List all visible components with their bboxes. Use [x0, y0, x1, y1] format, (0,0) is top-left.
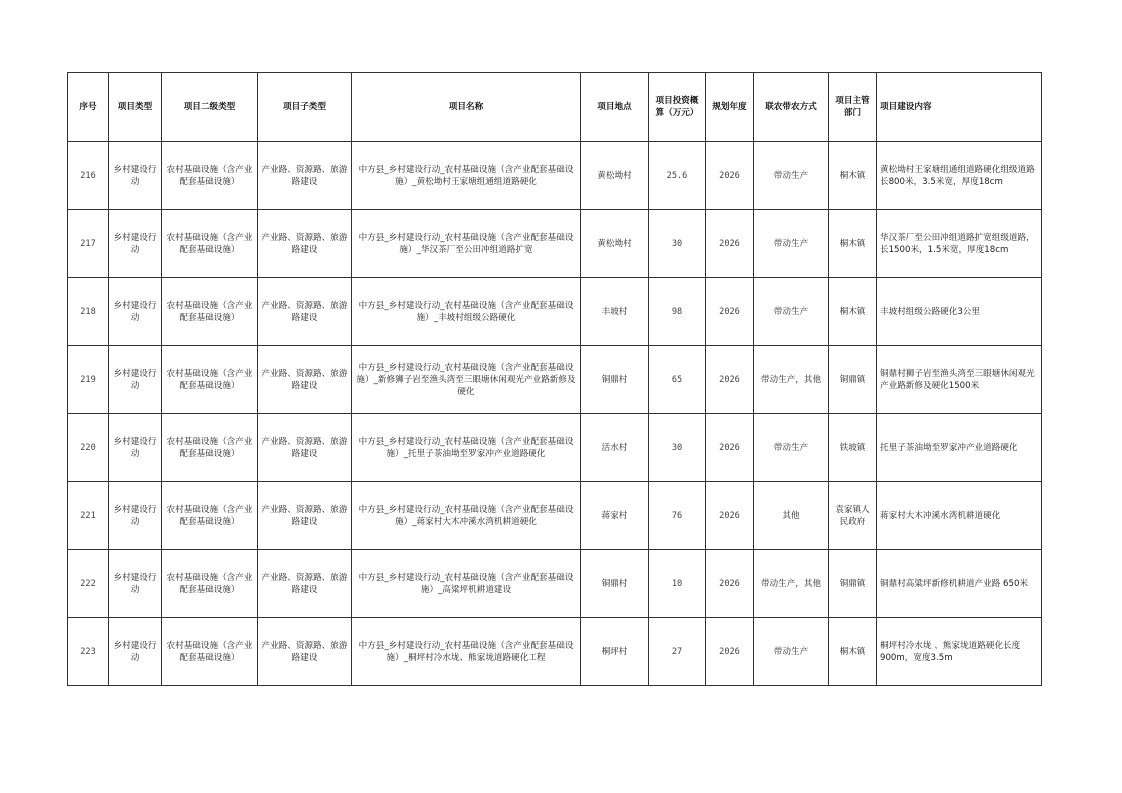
cell-name: 中方县_乡村建设行动_农村基础设施（含产业配套基础设施）_托里子茶油坳至罗家冲产业道路硬化	[352, 414, 581, 482]
header-year: 规划年度	[706, 73, 754, 142]
cell-link-method: 带动生产	[754, 414, 829, 482]
cell-name: 中方县_乡村建设行动_农村基础设施（含产业配套基础设施）_新修狮子岩至渔头湾至三眼塘休闲观光产业路新修及硬化	[352, 346, 581, 414]
cell-content: 铜鼎村高粱坪新修机耕道产业路 650米	[877, 550, 1042, 618]
cell-name: 中方县_乡村建设行动_农村基础设施（含产业配套基础设施）_高粱坪机耕道建设	[352, 550, 581, 618]
cell-investment: 65	[649, 346, 706, 414]
cell-investment: 76	[649, 482, 706, 550]
cell-content: 桐坪村冷水垅 、熊家垅道路硬化长度900m，宽度3.5m	[877, 618, 1042, 686]
cell-content: 华汉茶厂至公田冲组道路扩宽组级道路，长1500米，1.5米宽，厚度18cm	[877, 210, 1042, 278]
cell-sub-type: 农村基础设施（含产业配套基础设施）	[162, 142, 258, 210]
cell-type: 乡村建设行动	[109, 278, 162, 346]
cell-seq: 223	[68, 618, 109, 686]
cell-location: 黄松坳村	[581, 142, 649, 210]
cell-year: 2026	[706, 278, 754, 346]
cell-dept: 袁家镇人民政府	[829, 482, 877, 550]
cell-link-method: 带动生产	[754, 210, 829, 278]
cell-name: 中方县_乡村建设行动_农村基础设施（含产业配套基础设施）_桐坪村冷水垅、熊家垅道路硬化工程	[352, 618, 581, 686]
cell-type: 乡村建设行动	[109, 618, 162, 686]
cell-content: 托里子茶油坳至罗家冲产业道路硬化	[877, 414, 1042, 482]
cell-location: 活水村	[581, 414, 649, 482]
cell-year: 2026	[706, 550, 754, 618]
cell-child-type: 产业路、资源路、旅游路建设	[258, 618, 352, 686]
cell-link-method: 带动生产	[754, 618, 829, 686]
cell-sub-type: 农村基础设施（含产业配套基础设施）	[162, 550, 258, 618]
header-sub-type: 项目二级类型	[162, 73, 258, 142]
cell-year: 2026	[706, 142, 754, 210]
header-investment: 项目投资概算（万元）	[649, 73, 706, 142]
cell-seq: 222	[68, 550, 109, 618]
cell-dept: 桐木镇	[829, 618, 877, 686]
cell-investment: 10	[649, 550, 706, 618]
cell-seq: 218	[68, 278, 109, 346]
cell-type: 乡村建设行动	[109, 346, 162, 414]
cell-type: 乡村建设行动	[109, 550, 162, 618]
table-row	[68, 278, 1042, 346]
cell-name: 中方县_乡村建设行动_农村基础设施（含产业配套基础设施）_丰坡村组级公路硬化	[352, 278, 581, 346]
cell-sub-type: 农村基础设施（含产业配套基础设施）	[162, 278, 258, 346]
header-child-type: 项目子类型	[258, 73, 352, 142]
cell-seq: 219	[68, 346, 109, 414]
cell-link-method: 带动生产，其他	[754, 550, 829, 618]
cell-sub-type: 农村基础设施（含产业配套基础设施）	[162, 618, 258, 686]
cell-link-method: 带动生产，其他	[754, 346, 829, 414]
cell-investment: 30	[649, 414, 706, 482]
cell-dept: 铁坡镇	[829, 414, 877, 482]
table-row	[68, 142, 1042, 210]
table-row	[68, 550, 1042, 618]
table-row	[68, 346, 1042, 414]
cell-type: 乡村建设行动	[109, 210, 162, 278]
cell-seq: 216	[68, 142, 109, 210]
cell-content: 蒋家村大木冲溪水湾机耕道硬化	[877, 482, 1042, 550]
cell-dept: 桐木镇	[829, 210, 877, 278]
cell-location: 桐坪村	[581, 618, 649, 686]
header-content: 项目建设内容	[877, 73, 1042, 142]
cell-content: 铜鼎村狮子岩至渔头湾至三眼塘休闲观光产业路新修及硬化1500米	[877, 346, 1042, 414]
cell-location: 黄松坳村	[581, 210, 649, 278]
cell-investment: 25.6	[649, 142, 706, 210]
cell-type: 乡村建设行动	[109, 142, 162, 210]
table-header-row	[68, 73, 1042, 142]
header-link-method: 联农带农方式	[754, 73, 829, 142]
header-type: 项目类型	[109, 73, 162, 142]
cell-link-method: 带动生产	[754, 278, 829, 346]
table-row	[68, 210, 1042, 278]
cell-investment: 27	[649, 618, 706, 686]
cell-investment: 30	[649, 210, 706, 278]
cell-link-method: 其他	[754, 482, 829, 550]
cell-year: 2026	[706, 210, 754, 278]
cell-name: 中方县_乡村建设行动_农村基础设施（含产业配套基础设施）_华汉茶厂至公田冲组道路扩宽	[352, 210, 581, 278]
cell-name: 中方县_乡村建设行动_农村基础设施（含产业配套基础设施）_蒋家村大木冲溪水湾机耕道硬化	[352, 482, 581, 550]
cell-child-type: 产业路、资源路、旅游路建设	[258, 278, 352, 346]
cell-location: 丰坡村	[581, 278, 649, 346]
cell-sub-type: 农村基础设施（含产业配套基础设施）	[162, 346, 258, 414]
cell-name: 中方县_乡村建设行动_农村基础设施（含产业配套基础设施）_黄松坳村王家塘组通组道路硬化	[352, 142, 581, 210]
cell-content: 丰坡村组级公路硬化3公里	[877, 278, 1042, 346]
cell-year: 2026	[706, 482, 754, 550]
cell-location: 铜鼎村	[581, 550, 649, 618]
cell-dept: 铜鼎镇	[829, 346, 877, 414]
cell-seq: 221	[68, 482, 109, 550]
cell-child-type: 产业路、资源路、旅游路建设	[258, 142, 352, 210]
cell-type: 乡村建设行动	[109, 482, 162, 550]
cell-type: 乡村建设行动	[109, 414, 162, 482]
cell-child-type: 产业路、资源路、旅游路建设	[258, 414, 352, 482]
cell-dept: 桐木镇	[829, 278, 877, 346]
header-name: 项目名称	[352, 73, 581, 142]
cell-location: 铜鼎村	[581, 346, 649, 414]
header-dept: 项目主管部门	[829, 73, 877, 142]
cell-seq: 217	[68, 210, 109, 278]
cell-child-type: 产业路、资源路、旅游路建设	[258, 210, 352, 278]
cell-child-type: 产业路、资源路、旅游路建设	[258, 346, 352, 414]
cell-sub-type: 农村基础设施（含产业配套基础设施）	[162, 414, 258, 482]
cell-sub-type: 农村基础设施（含产业配套基础设施）	[162, 482, 258, 550]
cell-dept: 桐木镇	[829, 142, 877, 210]
cell-investment: 98	[649, 278, 706, 346]
header-seq: 序号	[68, 73, 109, 142]
table-row	[68, 618, 1042, 686]
cell-location: 蒋家村	[581, 482, 649, 550]
cell-year: 2026	[706, 618, 754, 686]
cell-year: 2026	[706, 346, 754, 414]
cell-content: 黄松坳村王家塘组通组道路硬化组级道路长800米，3.5米宽，厚度18cm	[877, 142, 1042, 210]
project-table	[67, 72, 1042, 686]
cell-child-type: 产业路、资源路、旅游路建设	[258, 482, 352, 550]
table-row	[68, 414, 1042, 482]
cell-sub-type: 农村基础设施（含产业配套基础设施）	[162, 210, 258, 278]
cell-link-method: 带动生产	[754, 142, 829, 210]
cell-year: 2026	[706, 414, 754, 482]
cell-seq: 220	[68, 414, 109, 482]
cell-dept: 铜鼎镇	[829, 550, 877, 618]
header-location: 项目地点	[581, 73, 649, 142]
cell-child-type: 产业路、资源路、旅游路建设	[258, 550, 352, 618]
table-row	[68, 482, 1042, 550]
